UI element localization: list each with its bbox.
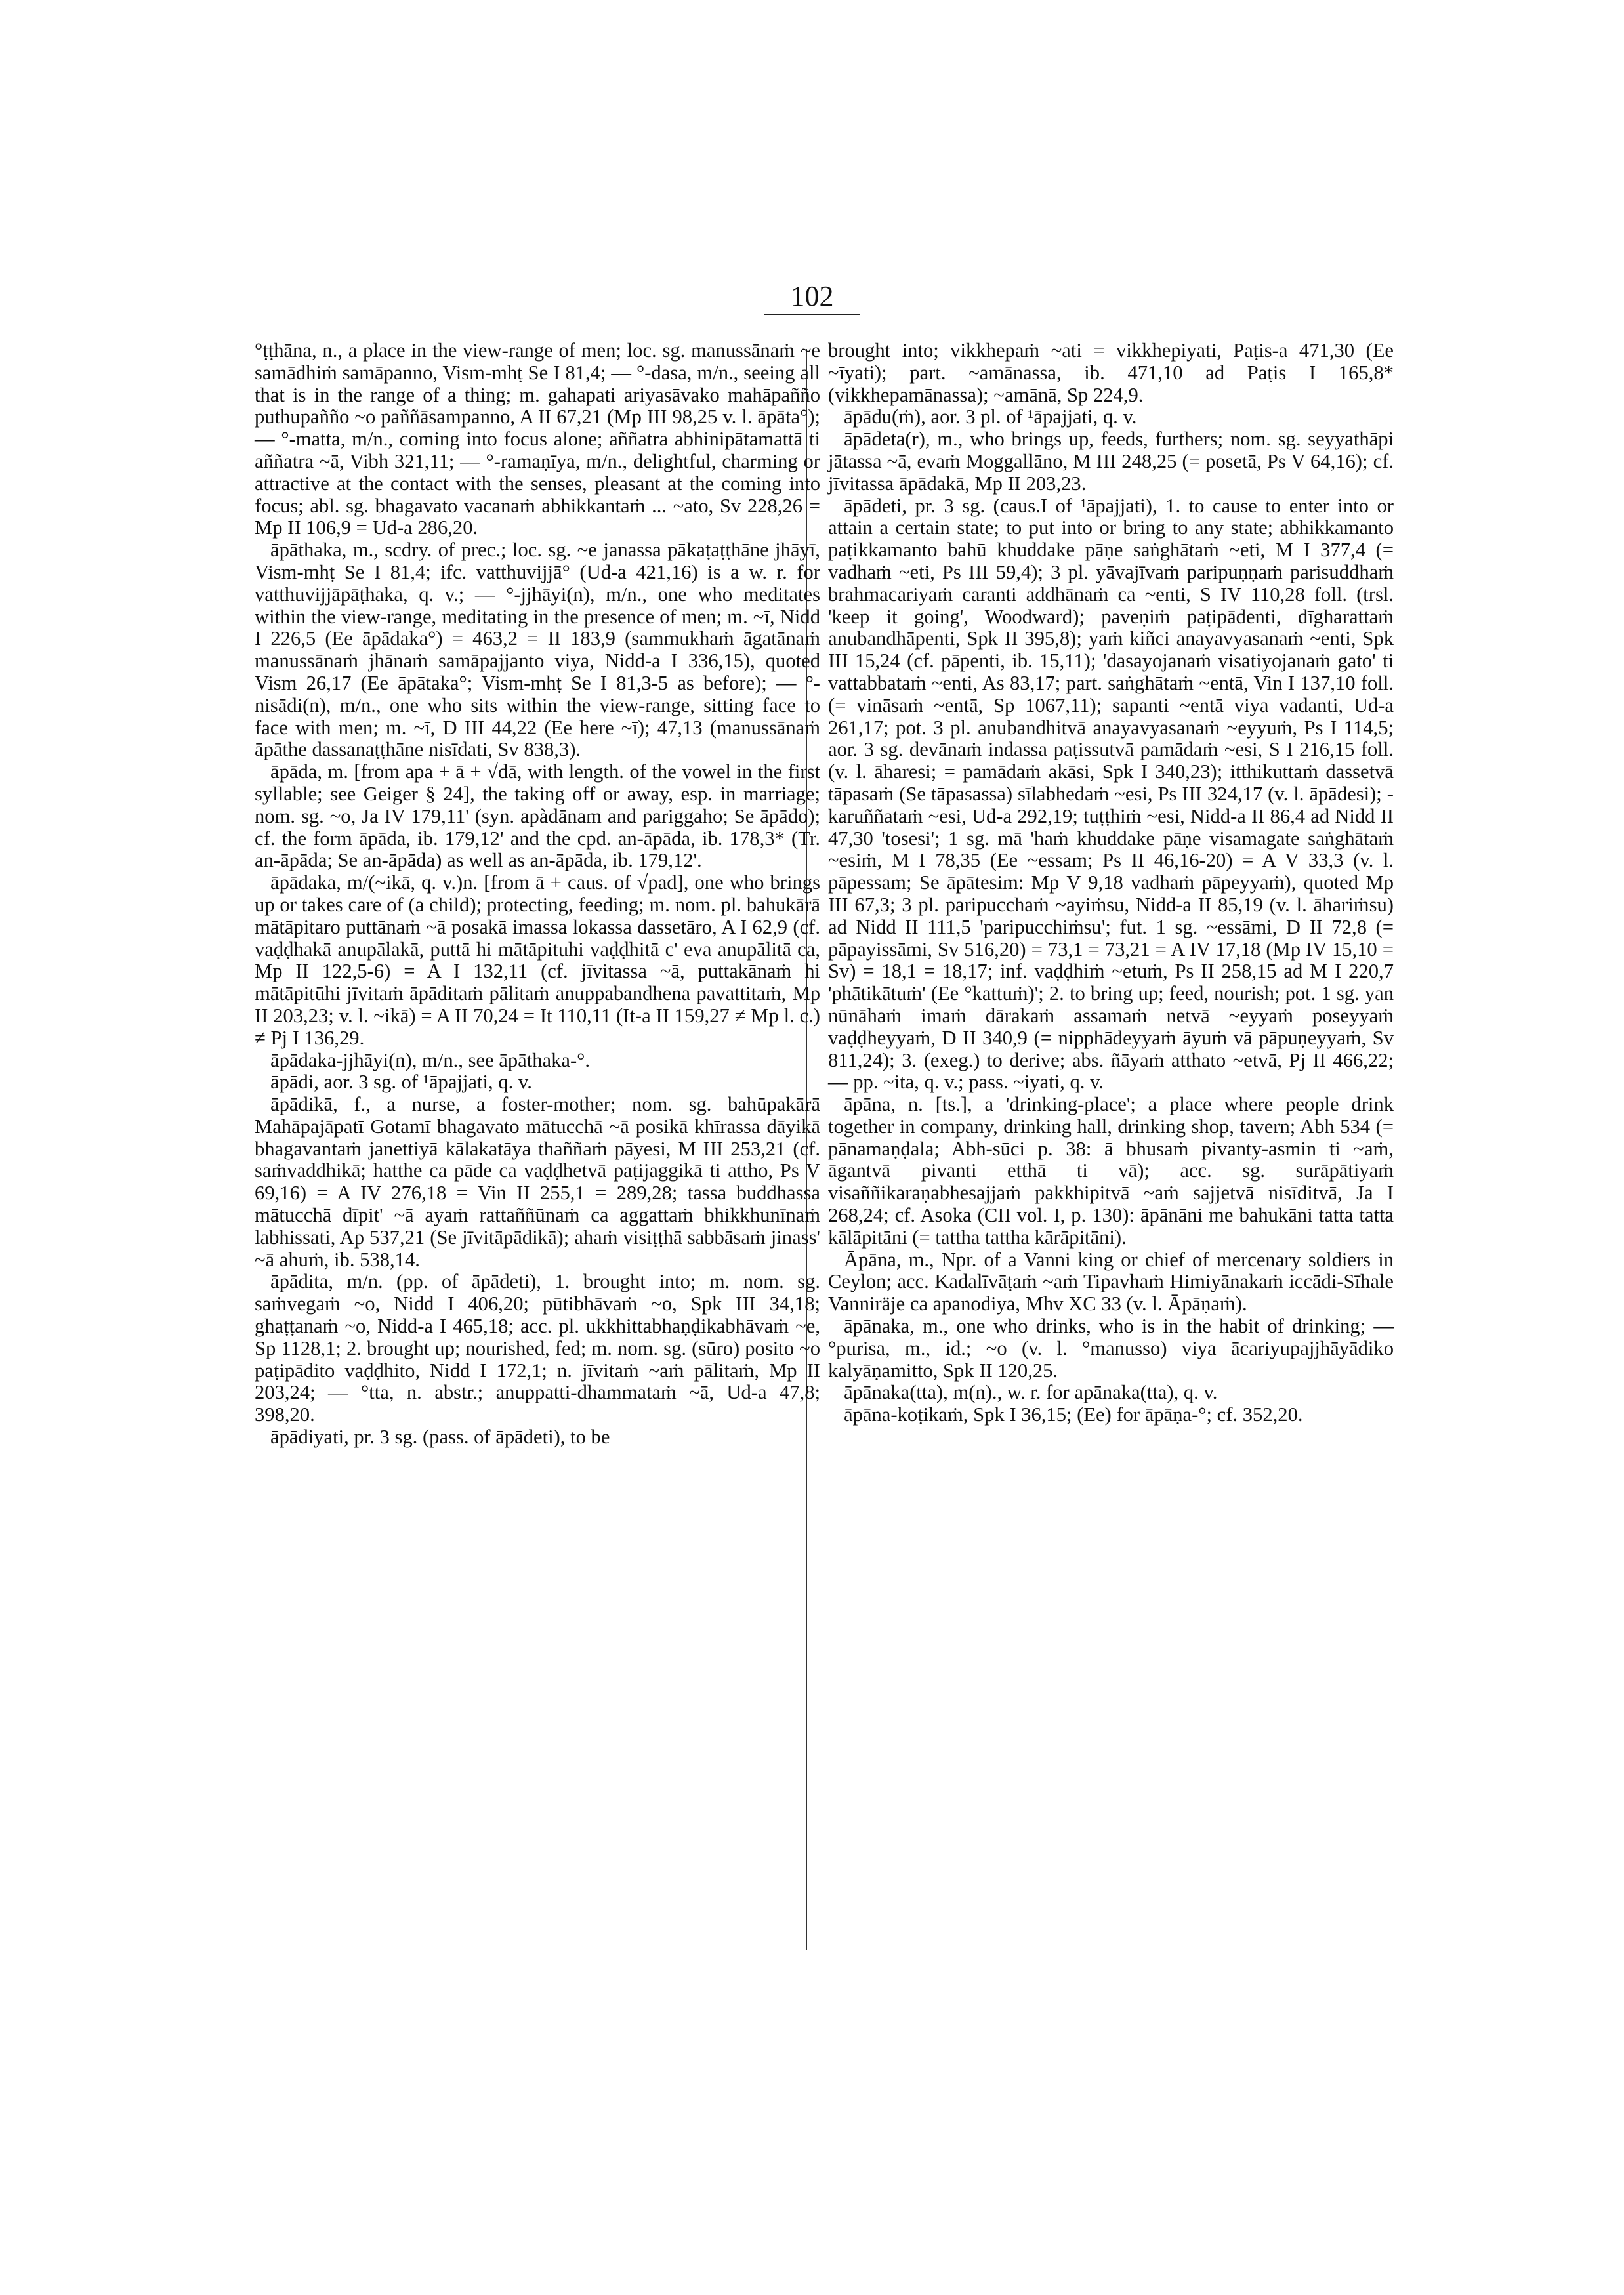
page-number-underline — [764, 314, 860, 315]
entry-apada: āpāda, m. [from apa + ā + √dā, with length. of the vowel in the first syllable; see Geiger § 24], the taking off or away, esp. in marriage; nom. sg. ~o, Ja IV 179,11' (syn. apàdānam and pariggaho; Se āpādo); cf. the form āpāda, ib. 179,12' and the cpd. an-āpāda, ib. 178,3* (Tr. an-āpāda; Se an-āpāda) as well as an-āpāda, ib. 179,12'. — [255, 760, 820, 872]
entry-apanaka-tta: āpānaka(tta), m(n)., w. r. for apānaka(tta), q. v. — [844, 1381, 1218, 1404]
left-column — [255, 340, 820, 1449]
entry-apathaka: āpāthaka, m., scdry. of prec.; loc. sg. ~e janassa pākaṭaṭṭhāne jhāyī, Vism-mhṭ Se I 81,4; ifc. vatthuvijjā° (Ud-a 421,16) is a w. r. for vatthuvijjāpāṭhaka, q. v.; — °-jjhāyi(n), m/n., one who meditates within the view-range, meditating in the presence of men; m. ~ī, Nidd I 226,5 (Ee āpādaka°) = 463,2 = II 183,9 (sammukhaṁ āgatānaṁ manussānaṁ jhānaṁ samāpajjanto viya, Nidd-a I 336,15), quoted Vism 26,17 (Ee āpātaka°; Vism-mhṭ Se I 81,3-5 as before); — °-nisādi(n), m/n., one who sits within the view-range, sitting face to face with men; m. ~ī, D III 44,22 (Ee here ~ī); 47,13 (manussānaṁ āpāthe dassanaṭṭhāne nisīdati, Sv 838,3). — [255, 539, 820, 761]
entry-apadiyati-continued: brought into; vikkhepaṁ ~ati = vikkhepiyati, Paṭis-a 471,30 (Ee ~īyati); part. ~amānassa, ib. 471,10 ad Paṭis I 165,8* (vikkhepamānassa); ~amānā, Sp 224,9. — [828, 339, 1394, 406]
entry-apana: āpāna, n. [ts.], a 'drinking-place'; a place where people drink together in company, drinking hall, drinking shop, tavern; Abh 534 (= pānamaṇḍala; Abh-sūci p. 38: ā bhusaṁ pivanty-asmin ti ~aṁ, āgantvā pivanti etthā ti vā); acc. sg. surāpātiyaṁ visaññikaraṇabhesajjaṁ pakkhipitvā ~aṁ sajjetvā nisīditvā, Ja I 268,24; cf. Asoka (CII vol. I, p. 130): āpānāni me bahukāni tatta tatta kālāpitāni (= tattha tattha kārāpitāni). — [828, 1093, 1394, 1249]
entry-apadika: āpādikā, f., a nurse, a foster-mother; nom. sg. bahūpakārā Mahāpajāpatī Gotamī bhagavato mātucchā ~ā posikā khīrassa dāyikā bhagavantaṁ janettiyā kālakatāya thaññaṁ pāyesi, M III 253,21 (cf. saṁvaddhikā; hatthe ca pāde ca vaḍḍhetvā paṭijaggikā ti attho, Ps V 69,16) = A IV 276,18 = Vin II 255,1 = 289,28; tassa buddhassa mātucchā dīpit' ~ā ayaṁ rattaññūnaṁ ca aggattaṁ bhikkhunīnaṁ labhissati, Ap 537,21 (Se jīvitāpādikā); ahaṁ visiṭṭhā sabbāsaṁ jinass' ~ā ahuṁ, ib. 538,14. — [255, 1093, 820, 1271]
entry-apadaka-jjhayin: āpādaka-jjhāyi(n), m/n., see āpāthaka-°. — [270, 1048, 591, 1071]
entry-apadita: āpādita, m/n. (pp. of āpādeti), 1. brought into; m. nom. sg. saṁvegaṁ ~o, Nidd I 406,20; pūtibhāvaṁ ~o, Spk III 34,18; ghaṭṭanaṁ ~o, Nidd-a I 465,18; acc. pl. ukkhittabhaṇḍikabhāvaṁ ~e, Sp 1128,1; 2. brought up; nourished, fed; m. nom. sg. (sūro) posito ~o paṭipādito vaḍḍhito, Nidd I 172,1; n. jīvitaṁ ~aṁ pālitaṁ, Mp II 203,24; — °tta, n. abstr.; anuppatti-dhammataṁ ~ā, Ud-a 47,8; 398,20. — [255, 1270, 820, 1426]
entry-apadiyati: āpādiyati, pr. 3 sg. (pass. of āpādeti), to be — [270, 1426, 610, 1449]
entry-apadum: āpādu(ṁ), aor. 3 pl. of ¹āpajjati, q. v. — [844, 405, 1137, 428]
page-number: 102 — [790, 280, 834, 312]
entry-atthana: °ṭṭhāna, n., a place in the view-range of men; loc. sg. manussānaṁ ~e samādhiṁ samāpanno, Vism-mhṭ Se I 81,4; — °-dasa, m/n., seeing all that is in the range of a thing; m. gahapati ariyasāvako mahāpañño puthupañño ~o paññāsampanno, A II 67,21 (Mp III 98,25 v. l. āpāta°); — °-matta, m/n., coming into focus alone; aññatra abhinipātamattā ti aññatra ~ā, Vibh 321,11; — °-ramaṇīya, m/n., delightful, charming or attractive at the contact with the senses, pleasant at the coming into focus; abl. sg. bhagavato vacanaṁ abhikkantaṁ ... ~ato, Sv 228,26 = Mp II 106,9 = Ud-a 286,20. — [255, 339, 820, 539]
entry-apadeti: āpādeti, pr. 3 sg. (caus.I of ¹āpajjati), 1. to cause to enter into or attain a certain state; to put into or bring to any state; abhikkamanto paṭikkamanto bahū khuddake pāṇe saṅghātaṁ ~eti, M I 377,4 (= vadhaṁ ~eti, Ps III 59,4); 3 pl. yāvajīvaṁ paripuṇṇaṁ parisuddhaṁ brahmacariyaṁ caranti addhānaṁ ca ~enti, S IV 110,28 foll. (trsl. 'keep it going', Woodward); paveṇiṁ paṭipādenti, dīgharattaṁ anubandhāpenti, Spk II 395,8); yaṁ kiñci anayavyasanaṁ ~enti, Spk III 15,24 (cf. pāpenti, ib. 15,11); 'dasayojanaṁ visatiyojanaṁ gato' ti vattabbataṁ ~enti, As 83,17; part. saṅghātaṁ ~entā, Vin I 137,10 foll. (= vināsaṁ ~entā, Sp 1067,11); sapanti ~entā viya vadanti, Ud-a 261,17; pot. 3 pl. anubandhitvā anayavyasanaṁ ~eyyuṁ, Ps I 114,5; aor. 3 sg. devānaṁ indassa paṭissutvā pamādaṁ ~esi, S I 216,15 foll. (v. l. āharesi; = pamādaṁ akāsi, Spk I 340,23); itthikuttaṁ dassetvā tāpasaṁ (Se tāpasassa) sīlabhedaṁ ~esi, Ps III 324,17 (v. l. āpādesi); -karuññataṁ ~esi, Ud-a 292,19; tuṭṭhiṁ ~esi, Nidd-a II 86,4 ad Nidd II 47,30 'tosesi'; 1 sg. mā 'haṁ khuddake pāṇe visamagate saṅghātaṁ ~esiṁ, M I 78,35 (Ee ~essam; Ps II 46,16-20) = A V 33,3 (v. l. pāpessam; Se āpātesim: Mp V 9,18 vadhaṁ pāpeyyaṁ), quoted Mp III 67,3; 3 pl. paripucchaṁ ~ayiṁsu, Nidd-a II 85,19 (v. l. āhariṁsu) ad Nidd II 111,5 'paripucchiṁsu'; fut. 1 sg. ~essāmi, D II 72,8 (= pāpayissāmi, Sv 516,20) = 73,1 = 73,21 = A IV 17,18 (Mp IV 15,10 = Sv) = 18,1 = 18,17; inf. vaḍḍhiṁ ~etuṁ, Ps II 258,15 ad M I 220,7 'phātikātuṁ' (Ee °kattuṁ)'; 2. to bring up; feed, nourish; pot. 1 sg. yan nūnāhaṁ imaṁ dārakaṁ assamaṁ netvā ~eyyaṁ poseyyaṁ vaḍḍheyyaṁ, D II 340,9 (= nipphādeyyaṁ āyuṁ vā pāpuṇeyyaṁ, Sv 811,24); 3. (exeg.) to derive; abs. ñāyaṁ atthato ~etvā, Pj II 466,22; — pp. ~ita, q. v.; pass. ~iyati, q. v. — [828, 494, 1394, 1094]
entry-apana-kotikam: āpāna-koṭikaṁ, Spk I 36,15; (Ee) for āpāṇa-°; cf. 352,20. — [844, 1403, 1303, 1426]
entry-apanaka: āpānaka, m., one who drinks, who is in the habit of drinking; — °purisa, m., id.; ~o (v. l. °manusso) viya ācariyupajjhāyādiko kalyāṇamitto, Spk II 120,25. — [828, 1315, 1394, 1382]
right-column — [828, 340, 1394, 1426]
entry-apana-npr: Āpāna, m., Npr. of a Vanni king or chief of mercenary soldiers in Ceylon; acc. Kadalīvāṭaṁ ~aṁ Tipavhaṁ Himiyānakaṁ iccādi-Sīhale Vanniräje ca apanodiya, Mhv XC 33 (v. l. Āpāṇaṁ). — [828, 1248, 1394, 1315]
entry-apadaka: āpādaka, m/(~ikā, q. v.)n. [from ā + caus. of √pad], one who brings up or takes care of (a child); protecting, feeding; m. nom. pl. bahukārā mātāpitaro puttānaṁ ~ā posakā imassa lokassa dassetāro, A I 62,9 (cf. vaḍḍhakā anupālakā, puttā hi mātāpituhi vaḍḍhitā c' eva anupālitā ca, Mp II 122,5-6) = A I 132,11 (cf. jīvitassa ~ā, puttakānaṁ hi mātāpitūhi jīvitaṁ āpāditaṁ pālitaṁ anuppabandhena pavattitaṁ, Mp II 203,23; v. l. ~ikā) = A II 70,24 = It 110,11 (It-a II 159,27 ≠ Mp l. c.) ≠ Pj I 136,29. — [255, 871, 820, 1049]
entry-apadetar: āpādeta(r), m., who brings up, feeds, furthers; nom. sg. seyyathāpi jātassa ~ā, evaṁ Moggallāno, M III 248,25 (= posetā, Ps V 64,16); cf. jīvitassa āpādakā, Mp II 203,23. — [828, 428, 1394, 495]
entry-apadi: āpādi, aor. 3 sg. of ¹āpajjati, q. v. — [270, 1071, 532, 1094]
